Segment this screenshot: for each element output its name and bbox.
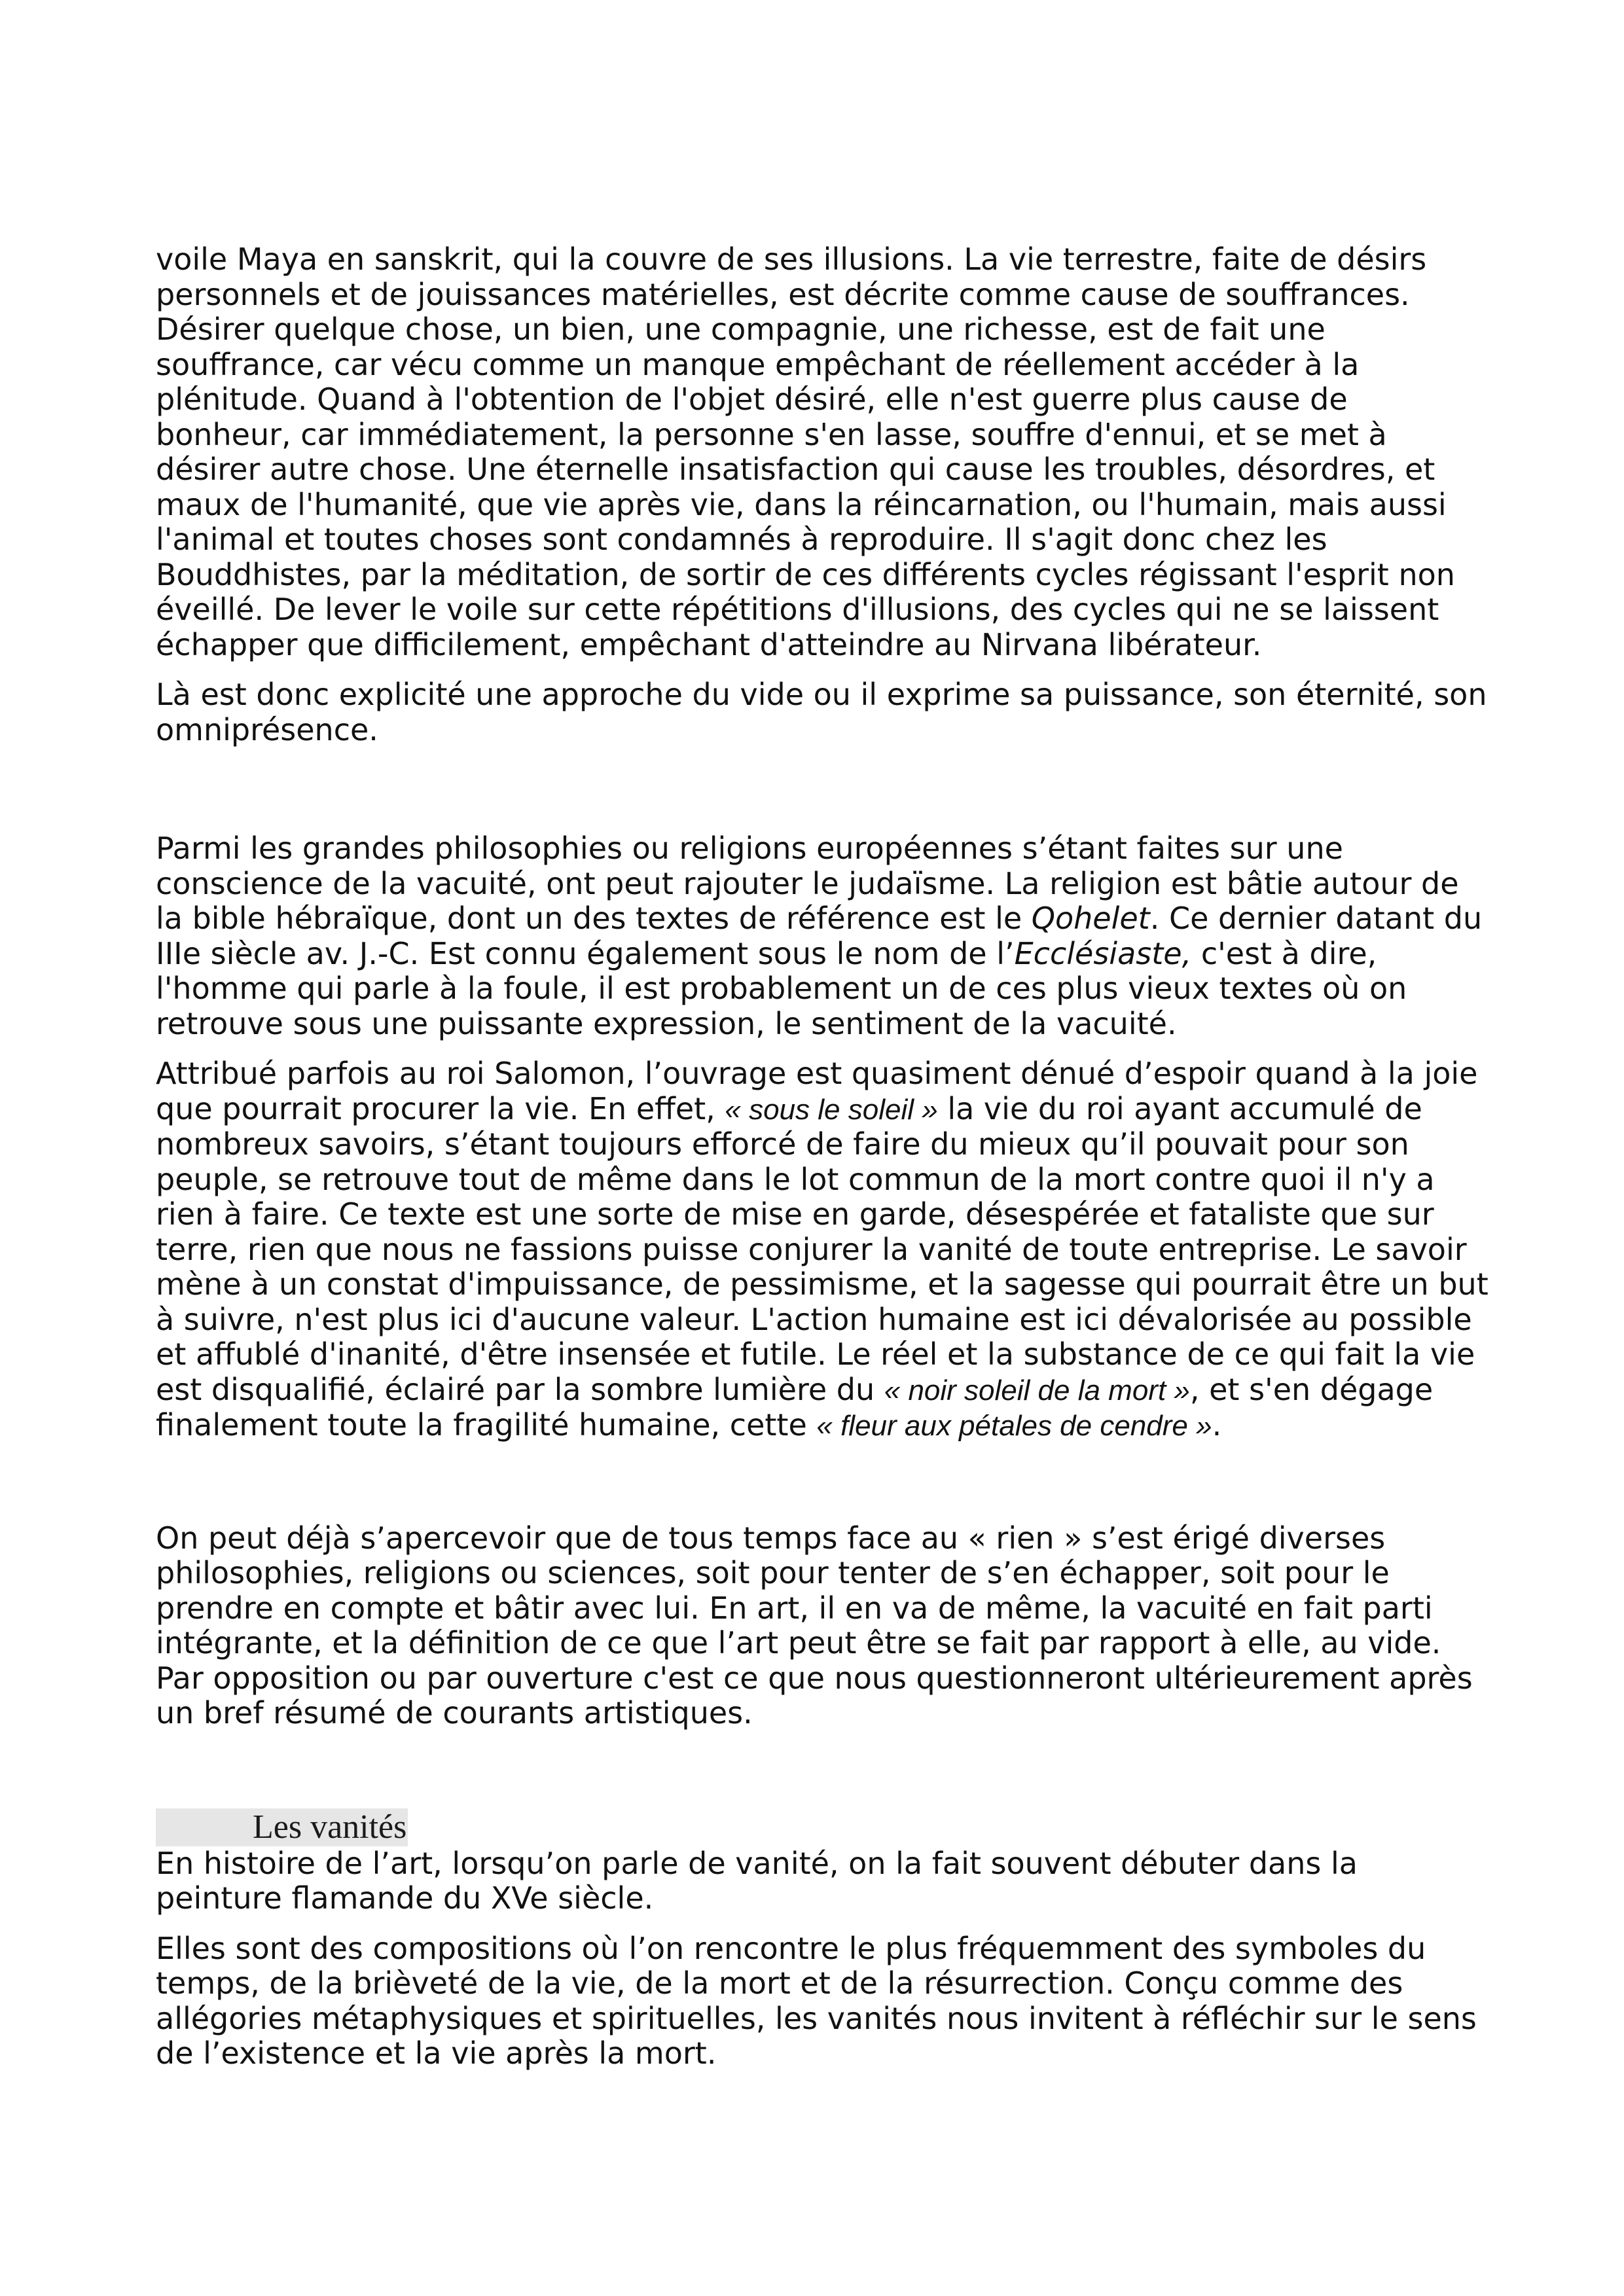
- paragraph-spacer: [156, 1916, 1491, 1931]
- paragraph-rien: On peut déjà s’apercevoir que de tous temps face au « rien » s’est érigé diverses philosophies, religions ou sciences, soit pour tenter de s’en échapper, soit pour le prendre en compte et bâtir avec lui. En art, il en va de même, la vacuité en fait parti intégrante, et la définition de ce que l’art peut être se fait par rapport à elle, au vide. Par opposition ou par ouverture c'est ce que nous questionneront ultérieurement après un bref résumé de courants artistiques.: [156, 1520, 1473, 1731]
- paragraph-spacer: [156, 1041, 1491, 1056]
- paragraph-vide: Là est donc explicité une approche du vide ou il exprime sa puissance, son éternité, son omniprésence.: [156, 677, 1487, 747]
- quote-sous-le-soleil: « sous le soleil »: [725, 1093, 938, 1126]
- paragraph-compositions: Elles sont des compositions où l’on rencontre le plus fréquemment des symboles du temps, de la brièveté de la vie, de la mort et de la résurrection. Conçu comme des allégories métaphysiques et spirituelles, les vanités nous invitent à réfléchir sur le sens de l’existence et la vie après la mort.: [156, 1930, 1477, 2071]
- text-run: .: [1212, 1407, 1222, 1443]
- paragraph-histoire: En histoire de l’art, lorsqu’on parle de vanité, on la fait souvent débuter dans la peinture flamande du XVe siècle.: [156, 1845, 1358, 1916]
- italic-title-qohelet: Qohelet: [1031, 901, 1150, 936]
- text-run: . Ce dernier datant du IIIe siècle av. J.-C. Est connu également sous le nom de l’: [156, 901, 1483, 971]
- quote-noir-soleil: « noir soleil de la mort »: [884, 1374, 1190, 1407]
- section-heading-row: [156, 1808, 1491, 1846]
- paragraph-spacer: [156, 1731, 1491, 1808]
- section-heading: Les vanités: [156, 1808, 408, 1846]
- text-run: , et s'en dégage finalement toute la fragilité humaine, cette: [156, 1371, 1434, 1443]
- italic-title-ecclesiaste: Ecclésiaste,: [1014, 935, 1192, 971]
- paragraph-spacer: [156, 662, 1491, 677]
- document-page: [156, 242, 1491, 2072]
- paragraph-spacer: [156, 1444, 1491, 1521]
- text-run: Parmi les grandes philosophies ou religions européennes s’étant faites sur une conscience de la vacuité, ont peut rajouter le judaïsme. La religion est bâtie autour de la bible hébraïque, dont un des textes de référence est le: [156, 831, 1459, 936]
- quote-fleur-cendre: « fleur aux pétales de cendre »: [816, 1410, 1212, 1442]
- text-run: c'est à dire, l'homme qui parle à la foule, il est probablement un de ces plus vieux textes où on retrouve sous une puissante expression, le sentiment de la vacuité.: [156, 935, 1407, 1041]
- text-run: Attribué parfois au roi Salomon, l’ouvrage est quasiment dénué d’espoir quand à la joie que pourrait procurer la vie. En effet,: [156, 1056, 1478, 1126]
- paragraph-maya: voile Maya en sanskrit, qui la couvre de ses illusions. La vie terrestre, faite de désirs personnels et de jouissances matérielles, est décrite comme cause de souffrances. Désirer quelque chose, un bien, une compagnie, une richesse, est de fait une souffrance, car vécu comme un manque empêchant de réellement accéder à la plénitude. Quand à l'obtention de l'objet désiré, elle n'est guerre plus cause de bonheur, car immédiatement, la personne s'en lasse, souffre d'ennui, et se met à désirer autre chose. Une éternelle insatisfaction qui cause les troubles, désordres, et maux de l'humanité, que vie après vie, dans la réincarnation, ou l'humain, mais aussi l'animal et toutes choses sont condamnés à reproduire. Il s'agit donc chez les Bouddhistes, par la méditation, de sortir de ces différents cycles régissant l'esprit non éveillé. De lever le voile sur cette répétitions d'illusions, des cycles qui ne se laissent échapper que difficilement, empêchant d'atteindre au Nirvana libérateur.: [156, 242, 1455, 662]
- paragraph-spacer: [156, 747, 1491, 831]
- paragraph-judaisme: [156, 831, 1491, 1041]
- text-run: la vie du roi ayant accumulé de nombreux savoirs, s’étant toujours efforcé de faire du mieux qu’il pouvait pour son peuple, se retrouve tout de même dans le lot commun de la mort contre quoi il n'y a rien à faire. Ce texte est une sorte de mise en garde, désespérée et fataliste que sur terre, rien que nous ne fassions puisse conjurer la vanité de toute entreprise. Le savoir mène à un constat d'impuissance, de pessimisme, et la sagesse qui pourrait être un but à suivre, n'est plus ici d'aucune valeur. L'action humaine est ici dévalorisée au possible et affublé d'inanité, d'être insensée et futile. Le réel et la substance de ce qui fait la vie est disqualifié, éclairé par la sombre lumière du: [156, 1090, 1489, 1407]
- paragraph-salomon: [156, 1056, 1491, 1444]
